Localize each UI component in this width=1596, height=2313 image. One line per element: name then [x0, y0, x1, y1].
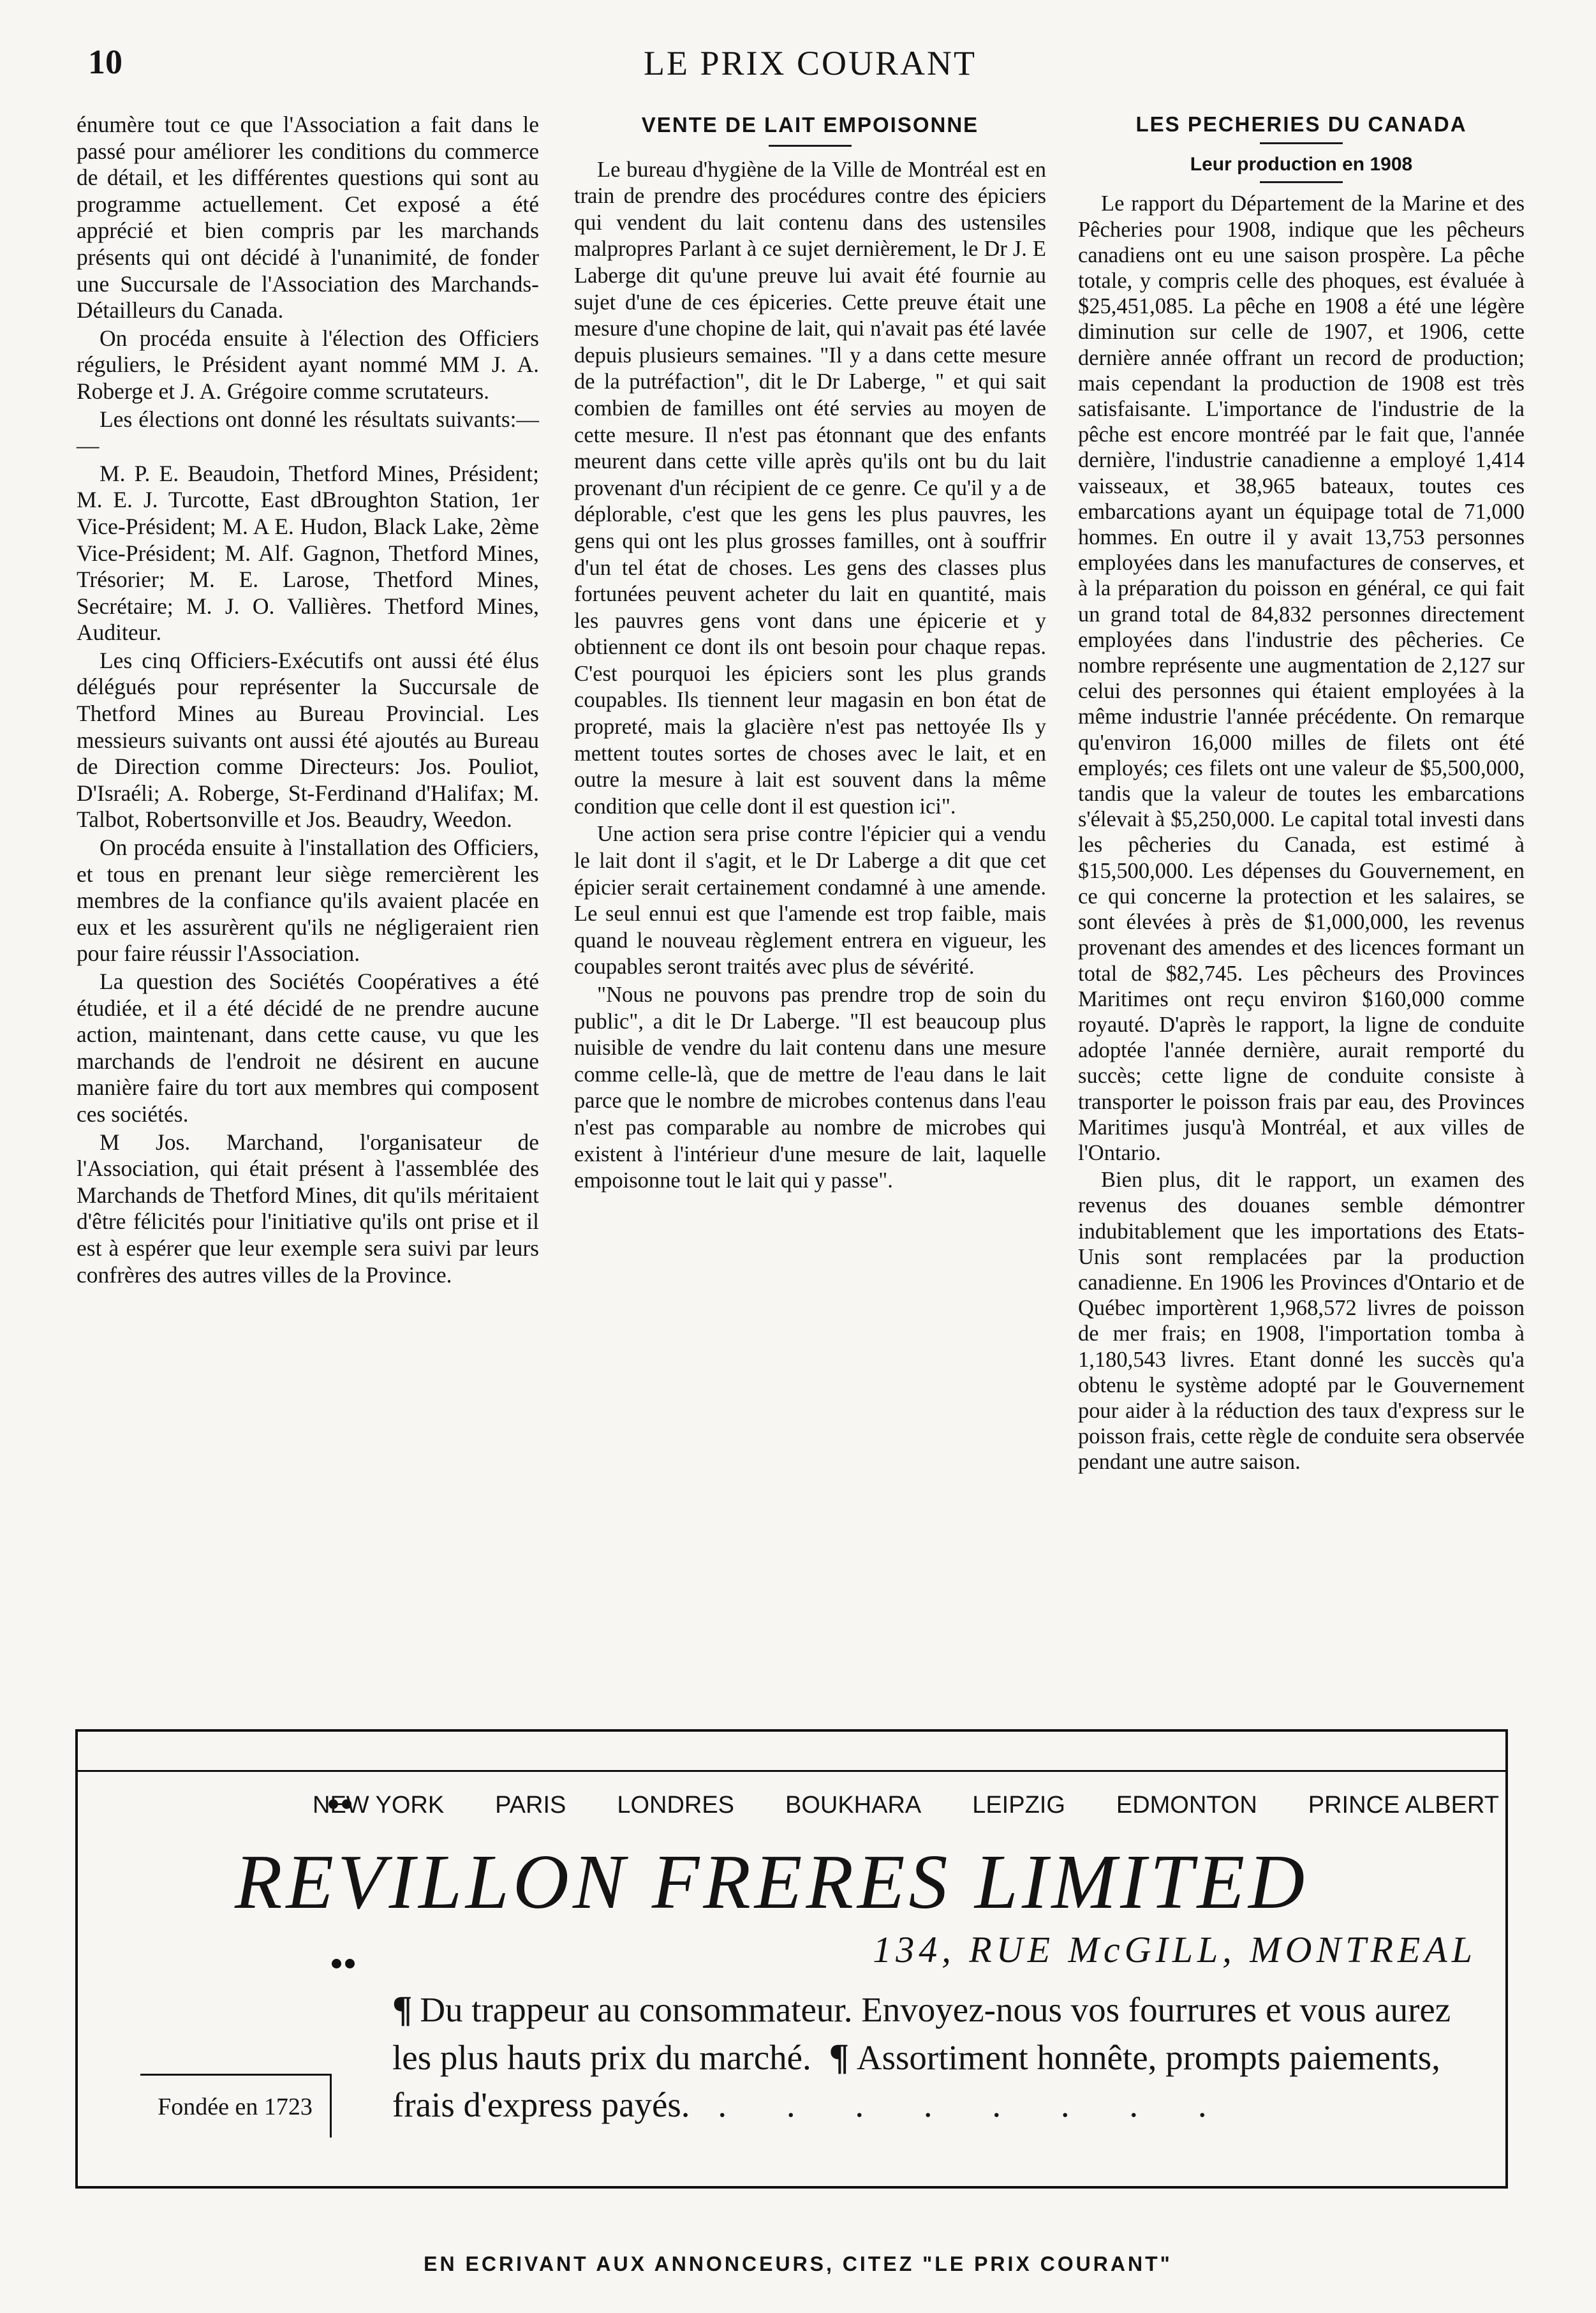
paragraph: La question des Sociétés Coopératives a été étudiée, et il a été décidé de ne prendre aucune action, maintenant, dans cette cause, vu que les marchands de l'endroit ne désirent en aucune manière faire du tort aux membres qui composent ces sociétés.: [77, 969, 539, 1127]
paragraph: On procéda ensuite à l'installation des Officiers, et tous en prenant leur siège remercièrent les membres de la confiance qu'ils avaient placée en eux et les assurèrent qu'ils ne négligeraient rien pour faire réussir l'Association.: [77, 835, 539, 967]
paragraph: Les élections ont donné les résultats suivants:— —: [77, 406, 539, 459]
paragraph: Une action sera prise contre l'épicier qui a vendu le lait dont il s'agit, et le Dr Laberge a dit que cet épicier serait certainement condamné à une amende. Le seul ennui est que l'amende est trop faible, mais quand le nouveau règlement entrera en vigueur, les coupables seront traités avec plus de sévérité.: [574, 822, 1046, 979]
pilcrow-icon: ¶: [829, 2036, 849, 2078]
paragraph: "Nous ne pouvons pas prendre trop de soin du public", a dit le Dr Laberge. "Il est beaucoup plus nuisible de vendre du lait contenu dans une mesure comme celle-là, que de mettre de l'eau dans le lait parce que le nombre de microbes contenus dans l'eau n'est pas comparable au nombre de microbes qui existent à l'intérieur d'une mesure de lait, laquelle empoisonne tout le lait qui y passe".: [574, 983, 1046, 1193]
paragraph: Les cinq Officiers-Exécutifs ont aussi été élus délégués pour représenter la Succursale de Thetford Mines au Bureau Provincial. Les messieurs suivants ont aussi été ajoutés au Bureau de Direction comme Directeurs: Jos. Pouliot, D'Israéli; A. Roberge, St-Ferdinand d'Halifax; M. Talbot, Robertsonville et Jos. Beaudry, Weedon.: [77, 647, 539, 833]
founded-box: Fondée en 1723: [140, 2074, 332, 2138]
ad-city: PRINCE ALBERT: [1308, 1792, 1499, 1818]
pilcrow-icon: ¶: [392, 1988, 413, 2030]
paragraph: M. P. E. Beaudoin, Thetford Mines, Président; M. E. J. Turcotte, East dBroughton Station, 1er Vice-Président; M. A E. Hudon, Black Lake, 2ème Vice-Président; M. Alf. Gagnon, Thetford Mines, Trésorier; M. E. Larose, Thetford Mines, Secrétaire; M. J. O. Vallières. Thetford Mines, Auditeur.: [77, 460, 539, 646]
ad-city: LEIPZIG: [972, 1792, 1065, 1818]
paragraph: On procéda ensuite à l'élection des Officiers réguliers, le Président ayant nommé MM J. A. Roberge et J. A. Grégoire comme scrutateurs.: [77, 325, 539, 404]
ad-address: 134, RUE McGILL, MONTREAL: [873, 1929, 1477, 1970]
heading-rule: [769, 145, 852, 147]
ad-city: NEW YORK: [313, 1792, 445, 1818]
ad-top-rule: [78, 1770, 1505, 1772]
heading-rule: [1260, 142, 1343, 144]
ad-city-list: [313, 1792, 1499, 1819]
ad-leader-dots: . . . . . . . .: [718, 2085, 1232, 2124]
article-heading-lait: VENTE DE LAIT EMPOISONNE: [641, 113, 979, 137]
ad-city: BOUKHARA: [785, 1792, 922, 1818]
page-footer: EN ECRIVANT AUX ANNONCEURS, CITEZ "LE PRIX COURANT": [424, 2252, 1172, 2275]
ornament-dots: [332, 1959, 358, 1972]
ad-body-text: [392, 1986, 1489, 2129]
column-left: [77, 112, 539, 1288]
paragraph: M Jos. Marchand, l'organisateur de l'Association, qui était présent à l'assemblée des Marchands de Thetford Mines, dit qu'ils méritaient d'être félicités pour l'initiative qu'ils ont prise et il est à espérer que leur exemple sera suivi par leurs confrères des autres villes de la Province.: [77, 1129, 539, 1288]
paragraph: Bien plus, dit le rapport, un examen des revenus des douanes semble démontrer indubitablement que les importations des Etats-Unis sont remplacées par la production canadienne. En 1906 les Provinces d'Ontario et de Québec importèrent 1,968,572 livres de poisson de mer frais; en 1908, l'importation tomba à 1,180,543 livres. Etant donné les succès qu'a obtenu le système adopté par le Gouvernement pour aider à la réduction des taux d'express sur le poisson frais, cette règle de conduite sera observée pendant une autre saison.: [1078, 1168, 1525, 1475]
page-number: 10: [88, 43, 122, 81]
subheading-rule: [1260, 181, 1343, 183]
ad-city: LONDRES: [617, 1792, 735, 1818]
ad-text-1: Du trappeur au consommateur. Envoyez-nous vos fourrures et vous aurez les plus hauts prix du marché.: [392, 1990, 1451, 2077]
article-subheading: Leur production en 1908: [1190, 154, 1413, 175]
publication-title: LE PRIX COURANT: [643, 44, 977, 82]
ad-city: PARIS: [495, 1792, 566, 1818]
ad-text-2: Assortiment honnête, prompts paiements, frais d'express payés.: [392, 2038, 1440, 2124]
column-right: [1078, 112, 1525, 1475]
article-heading-pecheries: LES PECHERIES DU CANADA: [1135, 112, 1467, 136]
paragraph: Le bureau d'hygiène de la Ville de Montréal est en train de prendre des procédures contre des épiciers qui vendent du lait contenu dans des ustensiles malpropres Parlant à ce sujet dernièrement, le Dr J. E Laberge dit qu'une preuve lui avait été fournie au sujet d'une de ces épiceries. Cette preuve était une mesure d'une chopine de lait, qui n'avait pas été lavée depuis plusieurs semaines. "Il y a dans cette mesure de la putréfaction", dit le Dr Laberge, " et qui sait combien de familles ont été servies au moyen de cette mesure. Il n'est pas étonnant que des enfants meurent dans cette ville après qu'ils ont bu du lait provenant d'un récipient de ce genre. Ce qu'il y a de déplorable, c'est que les gens les plus pauvres, les gens qui ont les plus grosses familles, ont à souffrir d'un tel état de choses. Les gens des classes plus fortunées peuvent acheter du lait en quantité, mais les pauvres gens vont dans une épicerie et y obtiennent ce dont ils ont besoin pour chaque repas. C'est pourquoi les épiciers sont les plus grands coupables. Ils tiennent leur magasin en bon état de propreté, mais la glacière n'est pas nettoyée Ils y mettent toutes sortes de choses avec le lait, et en outre la mesure à lait est souvent dans la même condition que celle dont il est question ici".: [574, 157, 1046, 819]
ad-city: EDMONTON: [1116, 1792, 1257, 1818]
page-header: [77, 38, 1544, 83]
column-middle: [574, 112, 1046, 1194]
ad-company-name: REVILLON FRERES LIMITED: [235, 1839, 1309, 1925]
paragraph: énumère tout ce que l'Association a fait dans le passé pour améliorer les conditions du commerce de détail, et les différentes questions qui sont au programme actuellement. Cet exposé a été apprécié et bien compris par les marchands présents qui ont décidé à l'unanimité, de fonder une Succursale de l'Association des Marchands-Détailleurs du Canada.: [77, 112, 539, 324]
paragraph: Le rapport du Département de la Marine et des Pêcheries pour 1908, indique que les pêcheurs canadiens ont eu une saison prospère. La pêche totale, y compris celle des phoques, est évaluée à $25,451,085. La pêche en 1908 a été une légère diminution sur celle de 1907, et 1906, cette dernière année offrant un record de production; mais cependant la production de 1908 est très satisfaisante. L'importance de l'industrie de la pêche est encore montréé par le fait que, l'année dernière, l'industrie canadienne a employé 1,414 vaisseaux, et 38,965 bateaux, toutes ces embarcations ayant un équipage total de 71,000 hommes. En outre il y avait 13,753 personnes employées dans les manufactures de conserves, et à la préparation du poisson en général, ce qui fait un grand total de 84,832 personnes directement employées dans l'industrie des pêcheries. Ce nombre représente une augmentation de 2,127 sur celui des personnes qui étaient employées à la même industrie l'année précédente. On remarque qu'environ 16,000 milles de filets ont été employés; ces filets ont une valeur de $5,500,000, tandis que la valeur de toutes les embarcations s'élevait à $5,250,000. Le capital total investi dans les pêcheries du Canada, est estimé à $15,500,000. Les dépenses du Gouvernement, en ce qui concerne la protection et les salaires, se sont élevées à près de $1,000,000, les revenus provenant des amendes et des licences formant un total de $82,745. Les pêcheurs des Provinces Maritimes ont reçu environ $160,000 comme royauté. D'après le rapport, la ligne de conduite adoptée l'année dernière, aurait remporté du succès; cette ligne de conduite consiste à transporter le poisson frais par eau, des Provinces Maritimes jusqu'à Montréal, et aux villes de l'Ontario.: [1078, 191, 1525, 1165]
